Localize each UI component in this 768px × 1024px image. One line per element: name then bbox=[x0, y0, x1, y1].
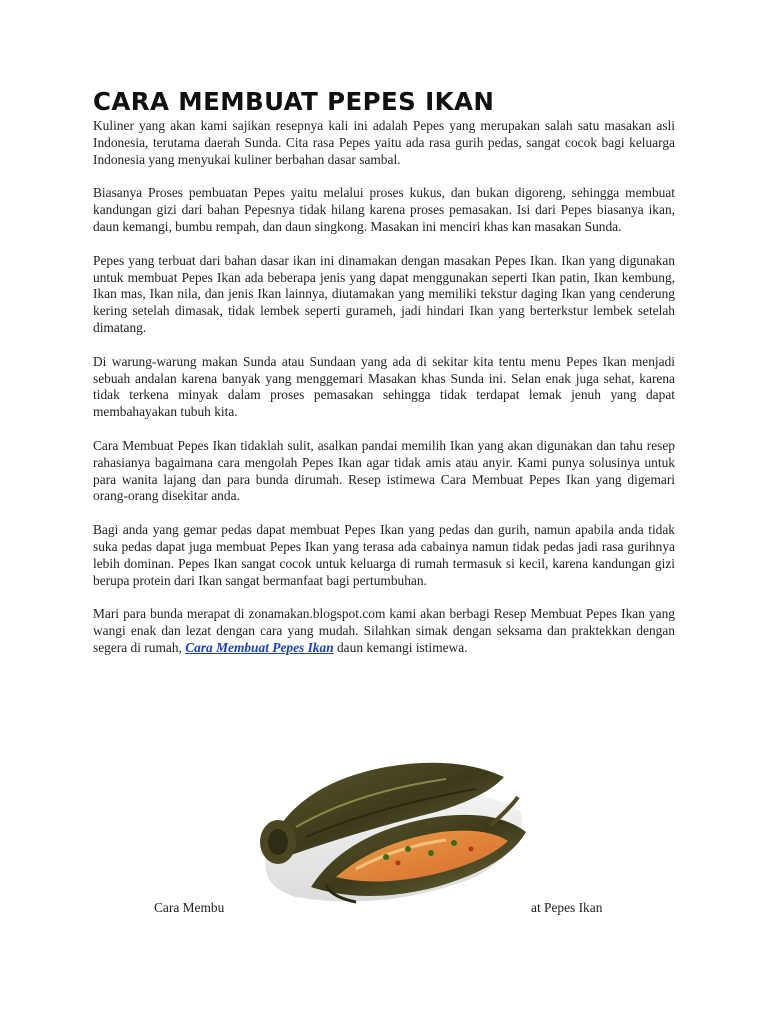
caption-left: Cara Membu bbox=[154, 900, 225, 915]
paragraph-7-tail: daun kemangi istimewa. bbox=[333, 639, 468, 655]
document-title: CARA MEMBUAT PEPES IKAN bbox=[93, 87, 495, 116]
paragraph-3: Pepes yang terbuat dari bahan dasar ikan ini dinamakan dengan masakan Pepes Ikan. Ikan yang digunakan untuk membuat Pepes Ikan ada beberapa jenis yang dapat menggunakan seperti Ikan patin, Ikan kembung, Ikan mas, Ikan nila, dan jenis Ikan lainnya, diutamakan yang memiliki tekstur daging Ikan yang cenderung kering setelah dimasak, tidak lembek seperti gurameh, jadi hindari Ikan yang berterkstur lembek setelah dimatang. bbox=[93, 252, 675, 335]
paragraph-4: Di warung-warung makan Sunda atau Sundaan yang ada di sekitar kita tentu menu Pepes Ikan menjadi sebuah andalan karena banyak yang menggemari Masakan khas Sunda ini. Selan enak juga sehat, karena tidak terkena minyak dalam proses pemasakan sehingga tidak terdapat lemak jenuh yang dapat membahayakan tubuh kita. bbox=[93, 353, 675, 420]
paragraph-6: Bagi anda yang gemar pedas dapat membuat Pepes Ikan yang pedas dan gurih, namun apabila anda tidak suka pedas dapat juga membuat Pepes Ikan yang terasa ada cabainya namun tidak pedas jadi rasa gurihnya lebih dominan. Pepes Ikan sangat cocok untuk keluarga di rumah termasuk si kecil, karena kandungan gizi berupa protein dari Ikan sangat bermanfaat bagi pertumbuhan. bbox=[93, 522, 675, 588]
paragraph-7-text: Mari para bunda merapat di zonamakan.blogspot.com kami akan berbagi Resep Membuat Pepes Ikan yang wangi enak dan lezat dengan cara yang mudah. Silahkan simak dengan seksama dan praktekkan dengan segera di rumah, bbox=[93, 606, 675, 655]
pepes-ikan-photo bbox=[236, 737, 532, 913]
paragraph-5: Cara Membuat Pepes Ikan tidaklah sulit, asalkan pandai memilih Ikan yang akan digunakan dan tahu resep rahasianya bagaimana cara mengolah Pepes Ikan agar tidak amis atau anyir. Kami punya solusinya untuk para wanita lajang dan para bunda dirumah. Resep istimewa Cara Membuat Pepes Ikan yang digemari orang-orang disekitar anda. bbox=[93, 437, 675, 504]
paragraph-7 bbox=[93, 606, 675, 656]
recipe-link[interactable]: Cara Membuat Pepes Ikan bbox=[185, 639, 334, 655]
paragraph-1: Kuliner yang akan kami sajikan resepnya kali ini adalah Pepes yang merupakan salah satu masakan asli Indonesia, terutama daerah Sunda. Cita rasa Pepes yaitu ada rasa gurih pedas, sangat cocok bagi keluarga Indonesia yang menyukai kuliner berbahan dasar sambal. bbox=[93, 118, 675, 167]
document-body bbox=[93, 86, 675, 674]
paragraph-2: Biasanya Proses pembuatan Pepes yaitu melalui proses kukus, dan bukan digoreng, sehingga membuat kandungan gizi dari bahan Pepesnya tidak hilang karena proses pemasakan. Isi dari Pepes biasanya ikan, daun kemangi, bumbu rempah, dan daun singkong. Masakan ini menciri khas kan masakan Sunda. bbox=[93, 185, 675, 234]
pepes-ikan-illustration-icon bbox=[236, 737, 532, 913]
caption-right: at Pepes Ikan bbox=[531, 900, 603, 915]
